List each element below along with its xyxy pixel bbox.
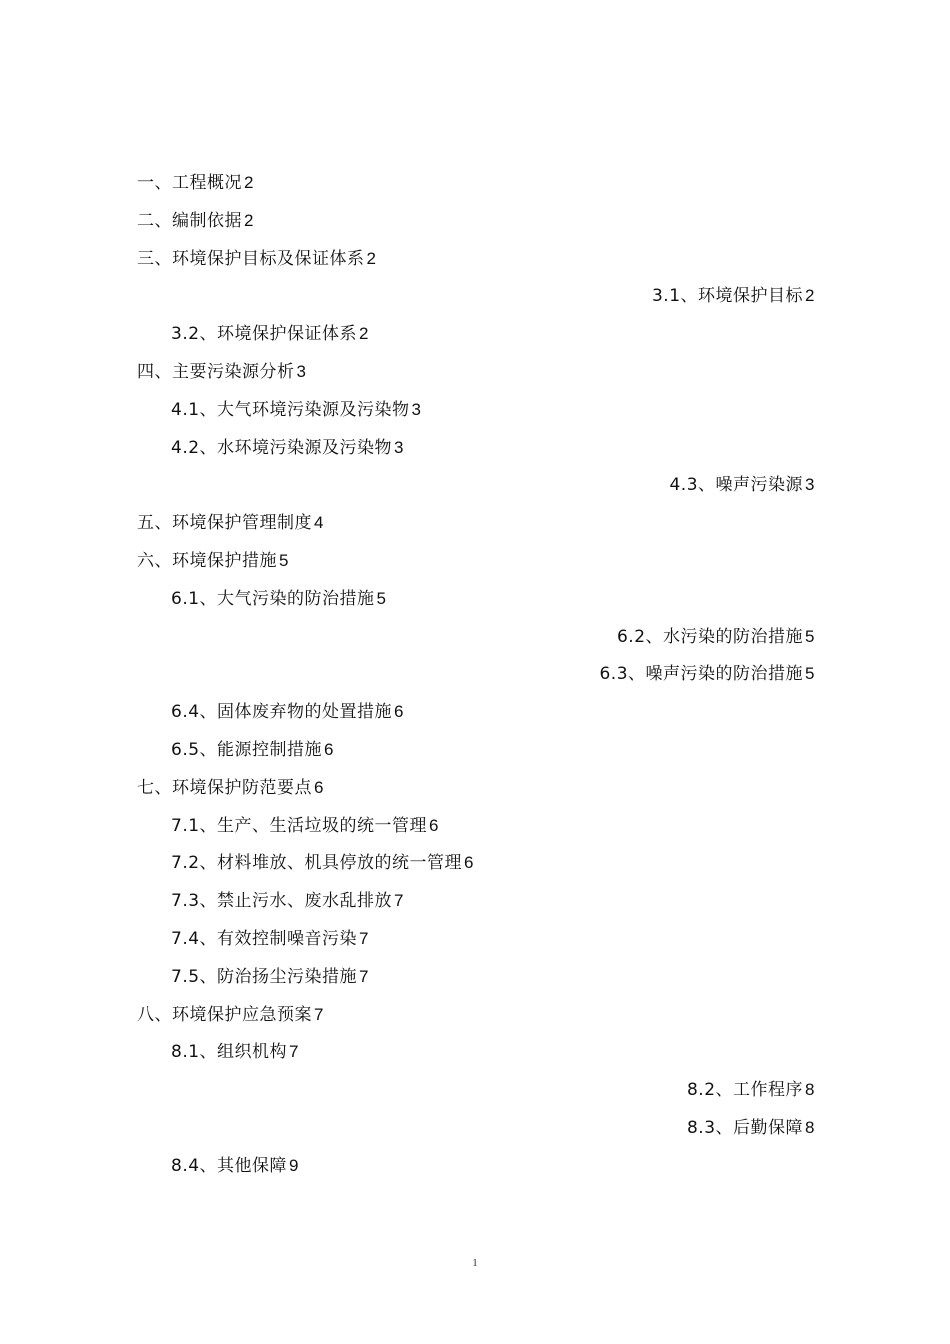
toc-entry-title: 4.3、噪声污染源 xyxy=(669,475,804,496)
toc-entry-title: 五、环境保护管理制度 xyxy=(137,513,312,534)
toc-entry[interactable] xyxy=(171,699,404,725)
toc-entry[interactable] xyxy=(137,775,324,801)
toc-entry[interactable] xyxy=(171,321,369,347)
toc-entry[interactable] xyxy=(137,548,289,574)
toc-entry-page: 7 xyxy=(394,891,405,911)
toc-entry-title: 6.4、固体废弃物的处置措施 xyxy=(171,702,393,723)
toc-entry-page: 2 xyxy=(244,210,254,230)
toc-entry[interactable] xyxy=(171,888,404,914)
page-number: 1 xyxy=(472,1257,478,1269)
toc-entry[interactable] xyxy=(137,1002,324,1028)
toc-entry-page: 5 xyxy=(376,588,387,608)
toc-entry-page: 2 xyxy=(366,248,377,268)
toc-entry-page: 6 xyxy=(324,740,335,759)
toc-entry[interactable] xyxy=(171,737,334,763)
toc-entry[interactable] xyxy=(171,964,369,990)
toc-entry[interactable] xyxy=(171,586,387,612)
toc-entry[interactable] xyxy=(137,208,254,234)
toc-entry[interactable] xyxy=(652,283,815,309)
toc-entry[interactable] xyxy=(599,661,815,687)
toc-entry-page: 2 xyxy=(244,173,254,192)
toc-entry-title: 7.1、生产、生活垃圾的统一管理 xyxy=(171,815,428,836)
toc-entry-page: 3 xyxy=(411,399,422,419)
toc-entry-title: 6.1、大气污染的防治措施 xyxy=(171,588,375,609)
toc-entry-page: 7 xyxy=(314,1004,324,1024)
toc-entry[interactable] xyxy=(171,926,369,952)
toc-entry-title: 四、主要污染源分析 xyxy=(137,362,295,382)
toc-entry-page: 8 xyxy=(805,1080,815,1100)
toc-entry-page: 5 xyxy=(279,551,289,570)
toc-entry-page: 3 xyxy=(296,362,307,381)
toc-entry-title: 8.4、其他保障 xyxy=(171,1155,288,1176)
toc-entry[interactable] xyxy=(137,170,254,196)
toc-entry-page: 6 xyxy=(429,815,440,835)
toc-entry[interactable] xyxy=(171,1039,299,1065)
toc-entry-title: 7.4、有效控制噪音污染 xyxy=(171,929,358,949)
toc-entry-title: 6.3、噪声污染的防治措施 xyxy=(599,664,804,685)
toc-entry-title: 七、环境保护防范要点 xyxy=(137,777,312,798)
toc-entry[interactable] xyxy=(137,359,306,385)
toc-entry-title: 3.2、环境保护保证体系 xyxy=(171,324,358,345)
toc-entry[interactable] xyxy=(687,1077,815,1103)
toc-entry-title: 三、环境保护目标及保证体系 xyxy=(137,248,365,269)
toc-entry-title: 六、环境保护措施 xyxy=(137,551,277,571)
toc-entry-title: 3.1、环境保护目标 xyxy=(651,286,804,307)
toc-entry[interactable] xyxy=(617,624,815,650)
toc-entry-page: 6 xyxy=(464,853,475,873)
toc-entry[interactable] xyxy=(171,435,404,461)
toc-entry-page: 7 xyxy=(359,929,370,948)
toc-entry-title: 7.3、禁止污水、废水乱排放 xyxy=(171,891,393,912)
toc-entry-title: 7.5、防治扬尘污染措施 xyxy=(171,966,358,987)
toc-entry-title: 7.2、材料堆放、机具停放的统一管理 xyxy=(171,853,463,874)
toc-entry-page: 2 xyxy=(805,286,815,306)
toc-entry-page: 5 xyxy=(805,626,815,646)
toc-entry[interactable] xyxy=(171,850,474,876)
toc-entry-title: 8.2、工作程序 xyxy=(686,1080,804,1101)
toc-entry-page: 3 xyxy=(394,437,405,457)
toc-entry-page: 8 xyxy=(805,1118,815,1137)
toc-entry[interactable] xyxy=(171,1153,299,1179)
toc-entry-page: 5 xyxy=(805,664,815,684)
toc-entry-page: 7 xyxy=(359,966,370,986)
toc-entry-title: 6.2、水污染的防治措施 xyxy=(616,626,804,647)
toc-entry-page: 3 xyxy=(805,475,815,495)
toc-entry-page: 2 xyxy=(359,324,370,344)
toc-entry-title: 一、工程概况 xyxy=(137,173,242,193)
toc-entry[interactable] xyxy=(687,1115,815,1141)
toc-entry-page: 9 xyxy=(289,1155,300,1175)
toc-entry-title: 二、编制依据 xyxy=(137,210,242,231)
toc-entry-page: 6 xyxy=(314,777,324,797)
toc-entry-title: 8.3、后勤保障 xyxy=(686,1118,804,1138)
toc-entry-page: 4 xyxy=(314,513,324,533)
toc-entry[interactable] xyxy=(171,397,422,423)
toc-entry[interactable] xyxy=(669,472,815,498)
toc-entry[interactable] xyxy=(171,813,439,839)
toc-entry[interactable] xyxy=(137,510,324,536)
toc-entry-title: 4.2、水环境污染源及污染物 xyxy=(171,437,393,458)
toc-entry-page: 7 xyxy=(289,1042,300,1062)
toc-entry-title: 6.5、能源控制措施 xyxy=(171,740,323,760)
toc-entry-title: 8.1、组织机构 xyxy=(171,1042,288,1063)
toc-entry[interactable] xyxy=(137,246,376,272)
toc-entry-title: 八、环境保护应急预案 xyxy=(137,1004,312,1025)
toc-entry-page: 6 xyxy=(394,702,405,722)
toc-entry-title: 4.1、大气环境污染源及污染物 xyxy=(171,399,410,420)
